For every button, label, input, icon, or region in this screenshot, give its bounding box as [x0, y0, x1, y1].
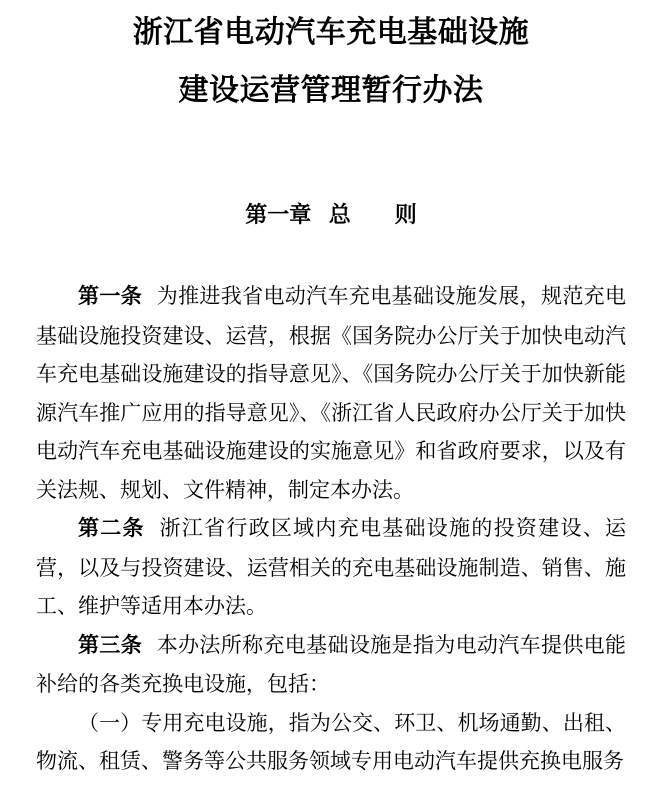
paragraph-article-1 [36, 277, 626, 509]
chapter-number: 第一章 [245, 202, 312, 227]
document-title-line-1: 浙江省电动汽车充电基础设施 [132, 16, 530, 49]
article-3-text: 本办法所称充电基础设施是指为电动汽车提供电能补给的各类充换电设施，包括： [36, 632, 627, 696]
paragraph-article-2 [36, 509, 626, 626]
article-3-label: 第三条 [78, 633, 143, 657]
document-title-line-2: 建设运营管理暂行办法 [178, 74, 484, 107]
paragraph-item-1 [36, 704, 626, 781]
article-2-text: 浙江省行政区域内充电基础设施的投资建设、运营，以及与投资建设、运营相关的充电基础设施制造、销售、施工、维护等适用本办法。 [36, 516, 627, 618]
document-page [0, 4, 660, 795]
paragraph-article-3 [36, 626, 626, 704]
document-body [36, 277, 626, 781]
document-title [36, 4, 626, 120]
chapter-title: 总 则 [328, 202, 417, 227]
chapter-heading [36, 200, 626, 230]
item-1-text: （一）专用充电设施，指为公交、环卫、机场通勤、出租、物流、租赁、警务等公共服务领域专用电动汽车提供充换电服务 [36, 710, 626, 773]
article-1-text: 为推进我省电动汽车充电基础设施发展，规范充电基础设施投资建设、运营，根据《国务院办公厅关于加快电动汽车充电基础设施建设的指导意见》、《国务院办公厅关于加快新能源汽车推广应用的指导意见》、《浙江省人民政府办公厅关于加快电动汽车充电基础设施建设的实施意见》和省政府要求，以及有关法规、规划、文件精神，制定本办法。 [36, 284, 627, 502]
article-1-label: 第一条 [78, 285, 143, 308]
article-2-label: 第二条 [78, 517, 145, 540]
